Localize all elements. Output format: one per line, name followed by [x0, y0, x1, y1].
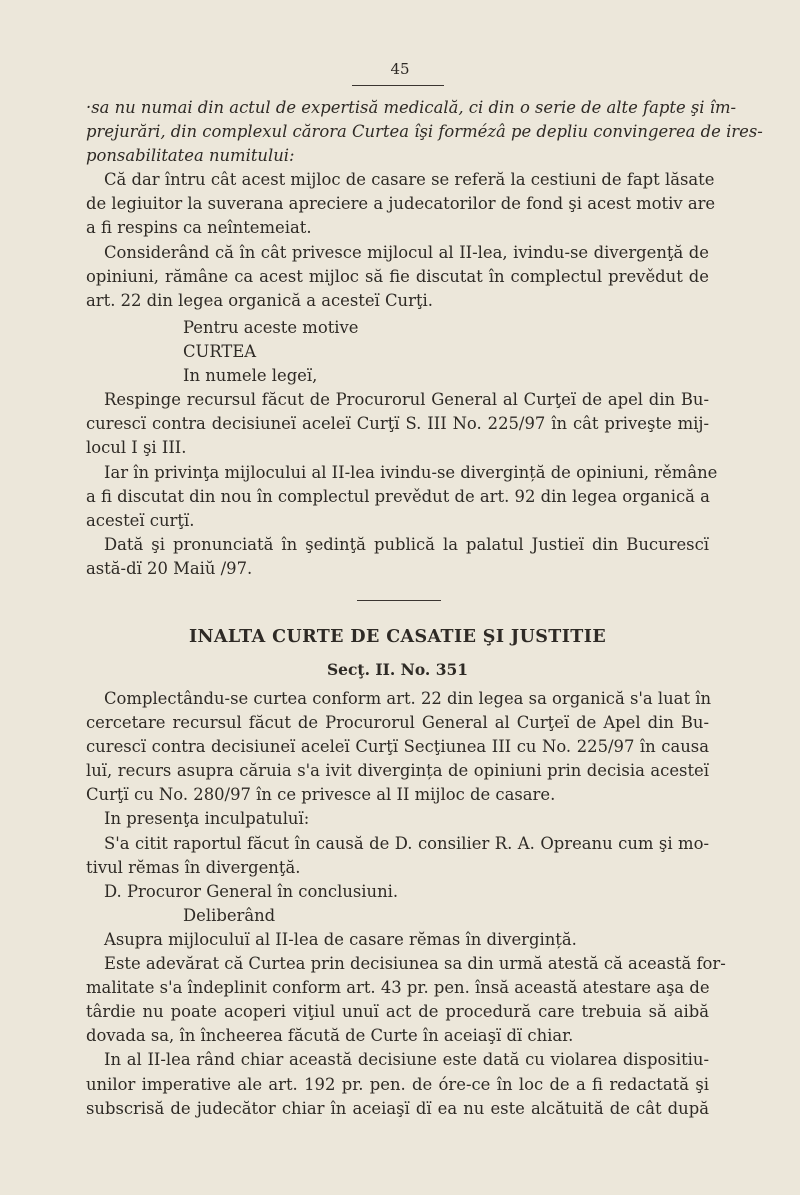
text-line: In numele legeï, — [183, 366, 318, 386]
text-line: In presenţa inculpatuluï: — [104, 809, 310, 829]
text-line: luï, recurs asupra căruia s'a ivit divergința de opiniuni prin decisia acesteï — [86, 761, 709, 781]
page-number: 45 — [390, 60, 410, 78]
text-line: art. 22 din legea organică a acesteï Curţi. — [86, 290, 433, 310]
text-line: Asupra mijloculuï al II-lea de casare rĕmas în divergință. — [104, 929, 577, 949]
text-line: CURTEA — [183, 342, 257, 362]
text-line: malitate s'a îndeplinit conform art. 43 pr. pen. însă această atestare aşa de — [86, 978, 710, 998]
text-line: dovada sa, în încheerea făcută de Curte în aceiaşï dï chiar. — [86, 1026, 574, 1046]
text-line: S'a citit raportul făcut în causă de D. consilier R. A. Opreanu cum şi mo- — [104, 833, 709, 853]
text-line: ponsabilitatea numitului: — [86, 146, 295, 166]
text-line: Dată şi pronunciată în şedinţă publică la palatul Justieï din Bucurescï — [104, 534, 709, 554]
decision-text-block — [86, 316, 718, 581]
top-rule — [352, 85, 444, 86]
text-line: locul I şi III. — [86, 438, 187, 458]
text-line: opiniuni, rămâne ca acest mijloc să fie discutat în complectul prevědut de — [86, 266, 709, 286]
text-line: Respinge recursul făcut de Procurorul General al Curţeï de apel din Bu- — [104, 390, 709, 410]
section-heading: INALTA CURTE DE CASATIE ŞI JUSTITIE — [188, 627, 607, 647]
text-line: Deliberând — [183, 905, 276, 925]
text-line: In al II-lea rând chiar această decisiune este dată cu violarea dispositiu- — [104, 1050, 709, 1070]
text-line: D. Procuror General în conclusiuni. — [104, 881, 399, 901]
text-line: Că dar întru cât acest mijloc de casare se referă la cestiuni de fapt lăsate — [104, 170, 715, 190]
text-line: de legiuitor la suverana apreciere a judecatorilor de fond şi acest motiv are — [86, 194, 716, 214]
text-line: a fi discutat din nou în complectul prevědut de art. 92 din legea organică a — [86, 486, 710, 506]
section-rule — [357, 600, 441, 601]
text-line: cercetare recursul făcut de Procurorul General al Curţeï de Apel din Bu- — [86, 713, 709, 733]
text-line: Complectându-se curtea conform art. 22 din legea sa organică s'a luat în — [104, 689, 712, 708]
text-line: Considerând că în cât privesce mijlocul al II-lea, ivindu-se divergenţă de — [104, 242, 709, 262]
text-line: tivul rĕmas în divergenţă. — [86, 857, 301, 877]
text-line: curescï contra decisiuneï aceleï Curţï Secţiunea III cu No. 225/97 în causa — [86, 737, 709, 757]
text-line: unilor imperative ale art. 192 pr. pen. de óre-ce în loc de a fi redactată şi — [86, 1074, 709, 1094]
text-line: Iar în privinţa mijlocului al II-lea ivindu-se divergință de opiniuni, rěmâne — [104, 462, 718, 482]
text-line: Pentru aceste motive — [183, 318, 359, 337]
text-line: acesteï curţï. — [86, 510, 195, 530]
text-line: a fi respins ca neîntemeiat. — [86, 218, 312, 238]
text-line: astă-dï 20 Maiŭ /97. — [86, 558, 253, 578]
text-line: ·sa nu numai din actul de expertisă medicală, ci din o serie de alte fapte şi îm- — [86, 98, 737, 117]
text-line: târdie nu poate acoperi viţiul unuï act de procedură care trebuia să aibă — [86, 1002, 709, 1022]
text-line: subscrisă de judecător chiar în aceiaşï dï ea nu este alcătuită de cât după — [86, 1098, 709, 1118]
text-line: Este adevărat că Curtea prin decisiunea sa din urmă atestă că această for- — [104, 954, 726, 974]
text-line: curescï contra decisiuneï aceleï Curţï S. III No. 225/97 în cât priveşte mij- — [86, 414, 709, 434]
top-text-block — [86, 96, 763, 313]
section-subheading: Secţ. II. No. 351 — [326, 660, 469, 679]
bottom-text-block — [86, 687, 726, 1121]
text-line: Curţï cu No. 280/97 în ce privesce al II mijloc de casare. — [86, 785, 556, 805]
text-line: prejurări, din complexul cărora Curtea îşi formézâ pe depliu convingerea de ires- — [86, 122, 763, 142]
